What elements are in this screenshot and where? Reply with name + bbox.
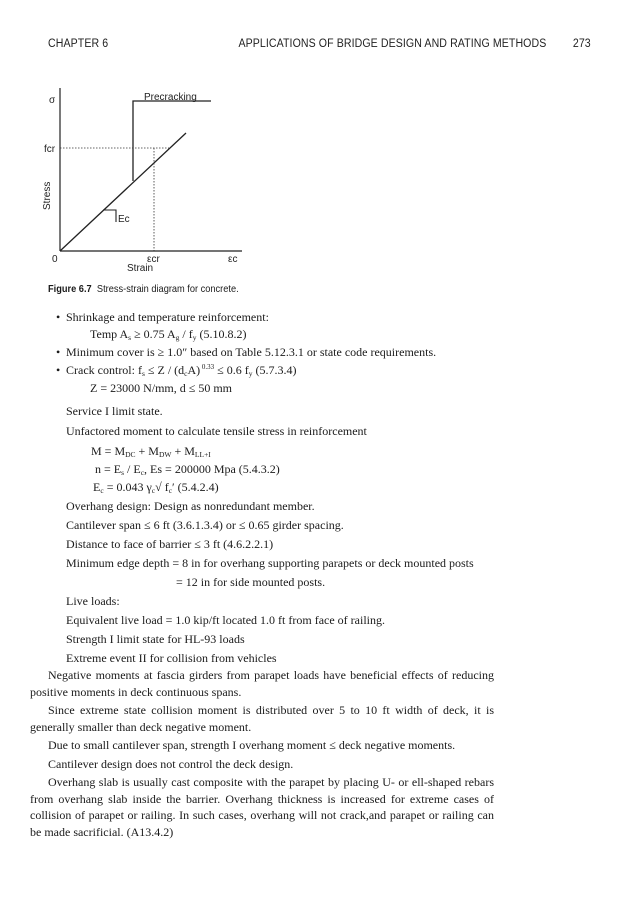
precracking-label: Precracking [144, 92, 197, 103]
eps-cr-label: εcr [147, 254, 160, 265]
figure-caption-text: Stress-strain diagram for concrete. [96, 283, 239, 295]
figure-caption [48, 283, 239, 295]
chapter-title: APPLICATIONS OF BRIDGE DESIGN AND RATING METHODS [238, 38, 547, 50]
live-loads-heading: Live loads: [66, 594, 120, 608]
temp-reinforcement-formula: Temp $A_s \ge 0.75$ $A_g / f_y$ (5.10.8.2) [90, 327, 247, 342]
extreme-event: Extreme event II for collision from vehicles [66, 651, 277, 665]
linear-elastic-line [60, 133, 186, 251]
ec-equation: $E_c = 0.043$ $\gamma_c√$ $f_c'$ (5.4.2.4) [93, 480, 219, 495]
eps-c-label: εc [228, 254, 238, 265]
precracking-curve [133, 101, 211, 181]
ec-slope-marker [103, 210, 116, 222]
stress-axis-title: Stress [42, 181, 53, 210]
barrier-distance: Distance to face of barrier ≤ 3 ft (4.6.2.2.1) [66, 537, 274, 551]
stress-strain-figure [36, 82, 256, 277]
figure-number: Figure 6.7 [48, 283, 92, 295]
overhang-design: Overhang design: Design as nonredundant member. [66, 499, 315, 513]
paragraph-cantilever-design: Cantilever design does not control the deck design. [48, 757, 294, 771]
running-header [48, 38, 591, 54]
origin-label: 0 [52, 254, 58, 265]
cantilever-span: Cantilever span ≤ 6 ft (3.6.1.3.4) or ≤ 0.65 girder spacing. [66, 518, 344, 532]
min-edge-depth-2: = 12 in for side mounted posts. [176, 575, 326, 589]
bullet-crack-control: • Crack control: $f_s \le Z / (d_cA) ^{0.33} \le 0.6$ $f_y$ (5.7.3.4) [66, 362, 297, 378]
modular-ratio-equation: $n = E_s / E_c$, Es = 200000 Mpa (5.4.3.2) [95, 462, 280, 477]
strain-axis-title: Strain [127, 263, 154, 274]
stress-strain-diagram [36, 82, 256, 277]
unfactored-moment-heading: Unfactored moment to calculate tensile stress in reinforcement [66, 424, 367, 438]
equivalent-live-load: Equivalent live load = 1.0 kip/ft located 1.0 ft from face of railing. [66, 613, 386, 627]
strength-limit-state: Strength I limit state for HL-93 loads [66, 632, 245, 646]
z-formula: Z = 23000 N/mm, d ≤ 50 mm [90, 381, 233, 395]
sigma-label: σ [49, 95, 56, 106]
min-edge-depth-1: Minimum edge depth = 8 in for overhang supporting parapets or deck mounted posts [66, 556, 474, 570]
service-limit-state: Service I limit state. [66, 404, 163, 418]
chapter-label: CHAPTER 6 [48, 38, 109, 50]
ec-label: Ec [118, 214, 130, 225]
fcr-label: fcr [44, 144, 56, 155]
page-number: 273 [572, 38, 591, 50]
paragraph-overhang-slab: Overhang slab is usually cast composite with the parapet by placing U- or ell-shaped rebars from overhang slab inside the barrier. Overhang thickness is increased for extreme cases of collision of parapet or railing. In such cases, overhang will not crack,and parapet or railing can be made sacrificial. (A13.4.2) [30, 775, 494, 840]
paragraph-collision-moment: Since extreme state collision moment is distributed over 5 to 10 ft width of deck, it is generally smaller than deck negative moment. [30, 703, 494, 734]
bullet-shrinkage: • Shrinkage and temperature reinforcement: [66, 309, 269, 325]
paragraph-negative-moments: Negative moments at fascia girders from parapet loads have beneficial effects of reducing positive moments in deck continuous spans. [30, 668, 494, 699]
paragraph-overhang-moment: Due to small cantilever span, strength I overhang moment ≤ deck negative moments. [48, 738, 456, 752]
moment-equation: $M = M_{DC} + M_{DW} + M_{LL+I}$ [91, 444, 211, 459]
bullet-minimum-cover: • Minimum cover is ≥ 1.0″ based on Table 5.12.3.1 or state code requirements. [66, 344, 436, 360]
